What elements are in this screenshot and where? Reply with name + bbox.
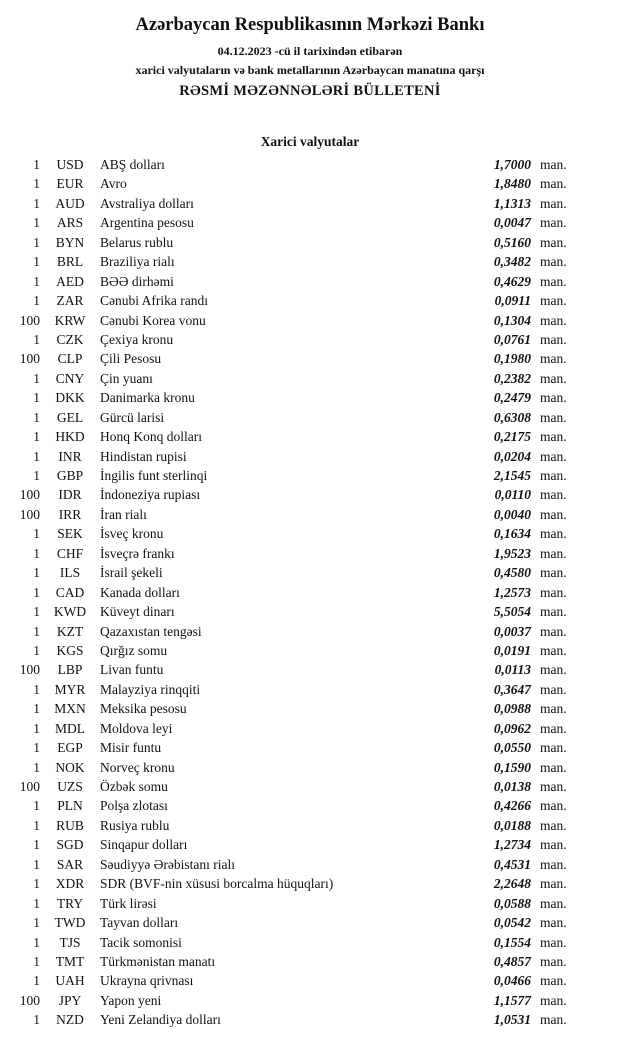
row-currency-name: Kanada dolları (100, 584, 180, 600)
row-currency-name: Danimarka kronu (100, 390, 195, 406)
document-header (0, 15, 620, 100)
row-unit: man. (540, 895, 567, 911)
row-currency-name: ABŞ dolları (100, 157, 165, 172)
table-row (10, 835, 578, 854)
table-row (10, 622, 578, 641)
row-rate: 1,8480 (493, 176, 531, 192)
row-rate: 0,0188 (493, 817, 531, 833)
row-unit: man. (540, 195, 567, 211)
row-currency-name: Malayziya rinqqiti (100, 681, 201, 697)
row-currency-name: Avstraliya dolları (100, 195, 194, 211)
row-quantity: 1 (33, 953, 40, 969)
row-currency-code: DKK (55, 390, 85, 406)
row-quantity: 1 (33, 157, 40, 172)
row-currency-name: Rusiya rublu (100, 817, 170, 833)
row-rate: 0,3482 (493, 254, 531, 270)
row-rate: 2,2648 (493, 876, 531, 892)
row-currency-name: Küveyt dinarı (100, 604, 175, 620)
row-quantity: 1 (33, 331, 40, 347)
row-currency-code: BRL (56, 254, 84, 270)
row-rate: 0,2175 (493, 429, 531, 445)
row-rate: 1,2573 (493, 584, 531, 600)
row-currency-code: HKD (55, 429, 85, 445)
table-row (10, 758, 578, 777)
row-rate: 0,3647 (493, 681, 531, 697)
row-rate: 0,2479 (493, 390, 531, 406)
table-row (10, 699, 578, 718)
row-rate: 1,2734 (493, 837, 531, 853)
row-currency-code: KRW (54, 312, 86, 328)
row-rate: 0,2382 (493, 370, 531, 386)
row-rate: 0,0962 (493, 720, 531, 736)
row-rate: 0,0037 (493, 623, 531, 639)
table-row (10, 330, 578, 349)
table-row (10, 427, 578, 446)
section-title-foreign-currencies: Xarici valyutalar (260, 134, 360, 149)
row-rate: 0,0138 (493, 779, 531, 794)
table-row (10, 233, 578, 252)
table-row (10, 272, 578, 291)
row-rate: 0,1304 (493, 312, 531, 328)
row-unit: man. (540, 468, 567, 483)
row-currency-name: Tacik somonisi (100, 934, 182, 950)
row-rate: 1,7000 (493, 157, 531, 172)
row-quantity: 100 (19, 992, 40, 1008)
row-unit: man. (540, 409, 567, 425)
row-unit: man. (540, 565, 567, 581)
row-quantity: 1 (33, 565, 40, 581)
row-quantity: 100 (19, 506, 40, 522)
table-row (10, 174, 578, 193)
row-rate: 1,1313 (493, 195, 531, 211)
row-currency-code: RUB (56, 817, 84, 833)
row-unit: man. (540, 273, 567, 289)
row-currency-code: CNY (55, 370, 85, 386)
row-currency-code: EGP (57, 740, 83, 756)
row-rate: 0,0191 (493, 642, 531, 658)
row-quantity: 100 (19, 312, 40, 328)
table-row (10, 213, 578, 232)
row-rate: 2,1545 (493, 468, 531, 483)
row-unit: man. (540, 740, 567, 756)
row-quantity: 1 (33, 195, 40, 211)
row-unit: man. (540, 720, 567, 736)
row-currency-code: GEL (56, 409, 84, 425)
row-unit: man. (540, 215, 567, 231)
row-rate: 0,0542 (493, 915, 531, 931)
row-currency-code: AUD (55, 195, 85, 211)
row-currency-name: Argentina pesosu (100, 215, 194, 231)
row-unit: man. (540, 312, 567, 328)
row-quantity: 1 (33, 448, 40, 464)
row-currency-name: İsrail şekeli (100, 565, 163, 581)
table-row (10, 466, 578, 485)
row-unit: man. (540, 837, 567, 853)
row-quantity: 1 (33, 176, 40, 192)
row-unit: man. (540, 934, 567, 950)
row-unit: man. (540, 953, 567, 969)
table-row (10, 369, 578, 388)
row-unit: man. (540, 856, 567, 872)
table-row (10, 291, 578, 310)
table-row (10, 816, 578, 835)
row-currency-code: MXN (54, 701, 86, 717)
row-rate: 0,1634 (493, 526, 531, 542)
row-currency-code: MYR (54, 681, 86, 697)
row-currency-code: KZT (56, 623, 84, 639)
row-quantity: 1 (33, 934, 40, 950)
row-currency-name: Türkmənistan manatı (100, 953, 216, 969)
row-currency-name: Moldova leyi (100, 720, 173, 736)
row-currency-code: IRR (58, 506, 82, 522)
row-currency-name: Hindistan rupisi (100, 448, 187, 464)
row-rate: 0,0113 (494, 662, 531, 678)
rates-table (10, 155, 578, 1030)
row-unit: man. (540, 331, 567, 347)
row-unit: man. (540, 604, 567, 620)
row-quantity: 1 (33, 429, 40, 445)
table-row (10, 971, 578, 990)
row-currency-name: BƏƏ dirhəmi (100, 273, 174, 289)
row-quantity: 1 (33, 837, 40, 853)
row-rate: 0,4629 (493, 273, 531, 289)
table-row (10, 719, 578, 738)
table-row (10, 388, 578, 407)
row-currency-code: XDR (55, 876, 85, 892)
row-currency-code: JPY (58, 992, 82, 1008)
table-row (10, 447, 578, 466)
row-unit: man. (540, 759, 567, 775)
row-unit: man. (540, 254, 567, 270)
table-row (10, 738, 578, 757)
row-quantity: 1 (33, 642, 40, 658)
row-currency-name: Səudiyyə Ərəbistanı rialı (100, 856, 235, 872)
row-quantity: 1 (33, 273, 40, 289)
row-quantity: 100 (19, 351, 40, 367)
row-currency-name: Tayvan dolları (100, 915, 179, 931)
row-currency-name: Çin yuanı (100, 370, 153, 386)
row-unit: man. (540, 584, 567, 600)
row-currency-name: Cənubi Korea vonu (100, 312, 206, 328)
row-currency-name: Yapon yeni (100, 992, 162, 1008)
table-row (10, 408, 578, 427)
row-unit: man. (540, 370, 567, 386)
bank-name-title: Azərbaycan Respublikasının Mərkəzi Bankı (135, 15, 485, 35)
table-row (10, 796, 578, 815)
row-unit: man. (540, 234, 567, 250)
row-quantity: 1 (33, 856, 40, 872)
row-unit: man. (540, 662, 567, 678)
row-currency-name: Çili Pesosu (100, 351, 162, 367)
row-currency-name: Qazaxıstan tengəsi (100, 623, 202, 639)
row-currency-name: Braziliya rialı (100, 254, 175, 270)
row-unit: man. (540, 1012, 567, 1028)
row-rate: 0,1980 (493, 351, 531, 367)
row-unit: man. (540, 526, 567, 542)
row-quantity: 1 (33, 293, 40, 309)
row-unit: man. (540, 642, 567, 658)
row-currency-code: USD (56, 157, 84, 172)
row-currency-name: Honq Konq dolları (100, 429, 202, 445)
row-quantity: 1 (33, 468, 40, 483)
row-rate: 0,0588 (493, 895, 531, 911)
row-rate: 0,0466 (493, 973, 531, 989)
row-currency-code: TWD (54, 915, 86, 931)
table-row (10, 505, 578, 524)
table-row (10, 583, 578, 602)
row-unit: man. (540, 915, 567, 931)
row-quantity: 1 (33, 895, 40, 911)
row-currency-name: Polşa zlotası (100, 798, 168, 814)
row-rate: 5,5054 (493, 604, 531, 620)
row-currency-name: Özbək somu (100, 779, 168, 794)
row-unit: man. (540, 545, 567, 561)
row-currency-code: PLN (57, 798, 83, 814)
row-currency-code: ARS (56, 215, 84, 231)
row-unit: man. (540, 817, 567, 833)
table-row (10, 349, 578, 368)
row-currency-name: Avro (100, 176, 127, 192)
table-row (10, 544, 578, 563)
row-currency-name: Cənubi Afrika randı (100, 293, 208, 309)
row-currency-name: Çexiya kronu (100, 331, 174, 347)
row-quantity: 1 (33, 390, 40, 406)
row-currency-name: Türk lirəsi (100, 895, 157, 911)
row-quantity: 1 (33, 798, 40, 814)
row-unit: man. (540, 448, 567, 464)
row-currency-code: IDR (58, 487, 82, 503)
row-currency-name: Belarus rublu (100, 234, 174, 250)
row-currency-code: KGS (56, 642, 84, 658)
row-rate: 0,5160 (493, 234, 531, 250)
row-currency-name: İran rialı (100, 506, 147, 522)
row-currency-code: EUR (56, 176, 84, 192)
row-currency-name: Gürcü larisi (100, 409, 165, 425)
table-row (10, 855, 578, 874)
row-unit: man. (540, 157, 567, 172)
row-currency-code: SEK (57, 526, 83, 542)
table-row (10, 252, 578, 271)
table-row (10, 311, 578, 330)
row-currency-code: NZD (56, 1012, 84, 1028)
row-rate: 0,0204 (493, 448, 531, 464)
row-currency-code: KWD (53, 604, 87, 620)
row-unit: man. (540, 973, 567, 989)
row-rate: 1,9523 (493, 545, 531, 561)
row-currency-code: UZS (57, 779, 83, 794)
row-quantity: 1 (33, 681, 40, 697)
row-currency-code: ILS (59, 565, 81, 581)
row-unit: man. (540, 681, 567, 697)
row-currency-name: İngilis funt sterlinqi (100, 468, 208, 483)
table-row (10, 1010, 578, 1029)
table-row (10, 602, 578, 621)
row-quantity: 1 (33, 720, 40, 736)
row-currency-name: İndoneziya rupiası (100, 487, 201, 503)
table-row (10, 777, 578, 796)
row-quantity: 1 (33, 915, 40, 931)
row-quantity: 100 (19, 487, 40, 503)
row-currency-code: TRY (56, 895, 84, 911)
table-row (10, 641, 578, 660)
row-unit: man. (540, 293, 567, 309)
table-row (10, 485, 578, 504)
row-currency-code: SAR (56, 856, 84, 872)
row-quantity: 1 (33, 759, 40, 775)
row-unit: man. (540, 623, 567, 639)
row-rate: 0,1554 (493, 934, 531, 950)
row-rate: 0,4266 (493, 798, 531, 814)
row-quantity: 1 (33, 817, 40, 833)
row-unit: man. (540, 506, 567, 522)
row-rate: 0,1590 (493, 759, 531, 775)
row-quantity: 1 (33, 740, 40, 756)
row-rate: 1,0531 (493, 1012, 531, 1028)
row-currency-code: NOK (55, 759, 85, 775)
row-unit: man. (540, 876, 567, 892)
row-unit: man. (540, 779, 567, 794)
row-unit: man. (540, 176, 567, 192)
row-currency-name: İsveçrə frankı (100, 545, 175, 561)
row-rate: 0,4857 (493, 953, 531, 969)
row-unit: man. (540, 992, 567, 1008)
row-currency-name: Misir funtu (100, 740, 162, 756)
row-currency-code: ZAR (56, 293, 84, 309)
row-currency-code: BYN (55, 234, 85, 250)
row-rate: 0,6308 (493, 409, 531, 425)
row-currency-code: GBP (56, 468, 84, 483)
row-currency-code: CHF (56, 545, 84, 561)
table-row (10, 524, 578, 543)
row-quantity: 1 (33, 1012, 40, 1028)
row-unit: man. (540, 701, 567, 717)
row-currency-code: MDL (55, 720, 85, 736)
row-unit: man. (540, 351, 567, 367)
row-unit: man. (540, 390, 567, 406)
row-currency-code: CZK (56, 331, 84, 347)
row-currency-name: Sinqapur dolları (100, 837, 188, 853)
row-currency-name: Norveç kronu (100, 759, 175, 775)
row-quantity: 1 (33, 409, 40, 425)
row-rate: 0,0550 (493, 740, 531, 756)
table-row (10, 660, 578, 679)
table-row (10, 563, 578, 582)
row-quantity: 1 (33, 370, 40, 386)
row-quantity: 1 (33, 604, 40, 620)
row-currency-code: TMT (55, 953, 85, 969)
table-row (10, 680, 578, 699)
table-row (10, 933, 578, 952)
table-row (10, 874, 578, 893)
table-row (10, 194, 578, 213)
row-currency-code: INR (58, 448, 82, 464)
row-rate: 0,0988 (493, 701, 531, 717)
table-row (10, 952, 578, 971)
row-currency-name: İsveç kronu (100, 526, 164, 542)
row-currency-code: AED (56, 273, 84, 289)
row-quantity: 100 (19, 779, 40, 794)
row-rate: 0,4580 (493, 565, 531, 581)
table-row (10, 991, 578, 1010)
row-rate: 0,0110 (494, 487, 531, 503)
row-quantity: 1 (33, 623, 40, 639)
row-currency-code: LBP (57, 662, 83, 678)
row-quantity: 1 (33, 254, 40, 270)
row-currency-name: Qırğız somu (100, 642, 168, 658)
row-currency-code: UAH (55, 973, 85, 989)
row-currency-name: Livan funtu (100, 662, 164, 678)
table-row (10, 155, 578, 174)
row-quantity: 1 (33, 526, 40, 542)
row-quantity: 1 (33, 584, 40, 600)
row-currency-name: Ukrayna qrivnası (100, 973, 194, 989)
row-unit: man. (540, 429, 567, 445)
row-rate: 1,1577 (493, 992, 531, 1008)
row-currency-code: TJS (59, 934, 81, 950)
row-rate: 0,0761 (493, 331, 531, 347)
bulletin-title: RƏSMİ MƏZƏNNƏLƏRİ BÜLLETENİ (179, 83, 441, 99)
row-currency-code: CAD (55, 584, 85, 600)
row-quantity: 1 (33, 545, 40, 561)
row-quantity: 1 (33, 876, 40, 892)
row-currency-name: Yeni Zelandiya dolları (100, 1012, 221, 1028)
row-quantity: 1 (33, 973, 40, 989)
effective-date-line: 04.12.2023 -cü il tarixindən etibarən (217, 44, 403, 58)
row-unit: man. (540, 798, 567, 814)
row-currency-code: CLP (57, 351, 83, 367)
subject-line: xarici valyutaların və bank metallarının Azərbaycan manatına qarşı (135, 63, 485, 77)
row-quantity: 1 (33, 701, 40, 717)
row-unit: man. (540, 487, 567, 503)
row-quantity: 100 (19, 662, 40, 678)
table-row (10, 894, 578, 913)
row-rate: 0,0040 (493, 506, 531, 522)
row-currency-code: SGD (56, 837, 84, 853)
row-rate: 0,4531 (493, 856, 531, 872)
row-quantity: 1 (33, 215, 40, 231)
table-row (10, 913, 578, 932)
row-currency-name: Meksika pesosu (100, 701, 187, 717)
row-currency-name: SDR (BVF-nin xüsusi borcalma hüquqları) (100, 876, 334, 892)
row-rate: 0,0911 (494, 293, 531, 309)
row-rate: 0,0047 (493, 215, 531, 231)
row-quantity: 1 (33, 234, 40, 250)
